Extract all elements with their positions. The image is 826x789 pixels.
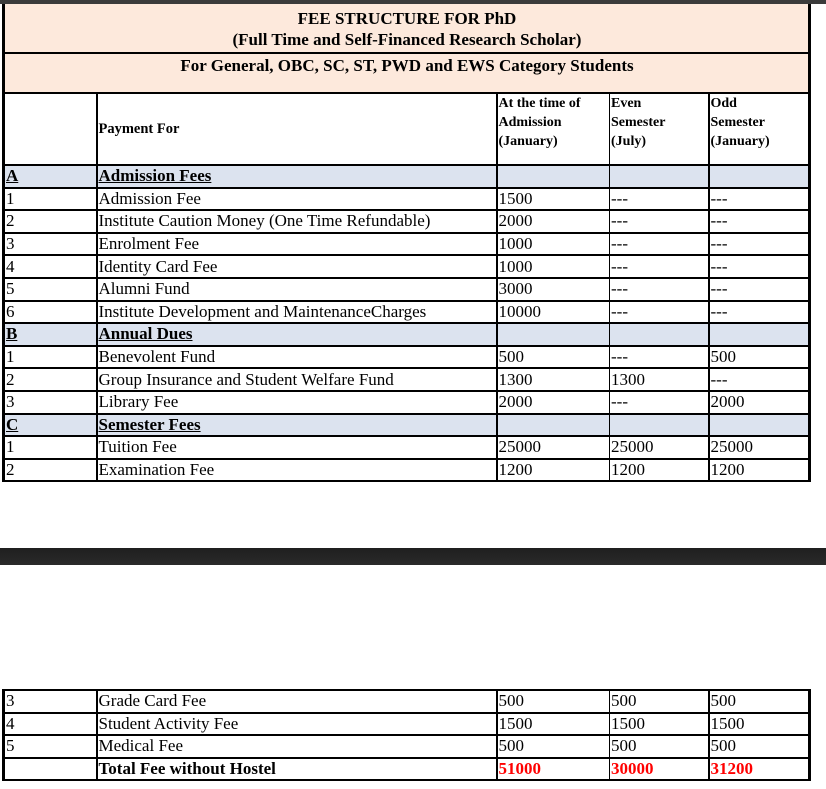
header-admission: At the time of Admission (January) [497, 93, 610, 165]
section-name: Admission Fees [97, 165, 497, 188]
table-row: 3 Library Fee 2000 --- 2000 [4, 391, 810, 414]
table-row: 1 Admission Fee 1500 --- --- [4, 188, 810, 211]
total-even: 30000 [610, 758, 709, 781]
table-row: 2 Institute Caution Money (One Time Refundable) 2000 --- --- [4, 210, 810, 233]
table-row: 4 Identity Card Fee 1000 --- --- [4, 255, 810, 278]
table-row: 5 Alumni Fund 3000 --- --- [4, 278, 810, 301]
section-code: A [4, 165, 97, 188]
doc-subtitle: (Full Time and Self-Financed Research Scholar) [232, 30, 582, 49]
section-name: Annual Dues [97, 323, 497, 346]
table-row: 4 Student Activity Fee 1500 1500 1500 [4, 713, 810, 736]
fee-table-page1 [2, 4, 811, 482]
section-name: Semester Fees [97, 414, 497, 437]
table-row: 1 Tuition Fee 25000 25000 25000 [4, 436, 810, 459]
table-row: 3 Grade Card Fee 500 500 500 [4, 690, 810, 713]
table-row: 2 Group Insurance and Student Welfare Fund 1300 1300 --- [4, 368, 810, 391]
total-odd: 31200 [709, 758, 810, 781]
table-row: 1 Benevolent Fund 500 --- 500 [4, 346, 810, 369]
table-row: 2 Examination Fee 1200 1200 1200 [4, 459, 810, 482]
section-row-b [4, 323, 810, 346]
section-row-a [4, 165, 810, 188]
page-break-separator [0, 548, 826, 565]
header-payment-for: Payment For [97, 93, 497, 165]
total-admission: 51000 [497, 758, 610, 781]
column-header-row [4, 93, 810, 165]
total-label: Total Fee without Hostel [97, 758, 497, 781]
section-code: C [4, 414, 97, 437]
table-row: 3 Enrolment Fee 1000 --- --- [4, 233, 810, 256]
doc-title: FEE STRUCTURE FOR PhD [297, 9, 517, 28]
table-row: 6 Institute Development and MaintenanceCharges 10000 --- --- [4, 301, 810, 324]
title-row [4, 4, 810, 53]
header-index [4, 93, 97, 165]
header-even-semester: Even Semester (July) [610, 93, 709, 165]
section-code: B [4, 323, 97, 346]
category-heading: For General, OBC, SC, ST, PWD and EWS Category Students [4, 53, 810, 93]
header-odd-semester: Odd Semester (January) [709, 93, 810, 165]
fee-table-page2 [2, 689, 811, 781]
total-row [4, 758, 810, 781]
section-row-c [4, 414, 810, 437]
category-row [4, 53, 810, 93]
table-row: 5 Medical Fee 500 500 500 [4, 735, 810, 758]
